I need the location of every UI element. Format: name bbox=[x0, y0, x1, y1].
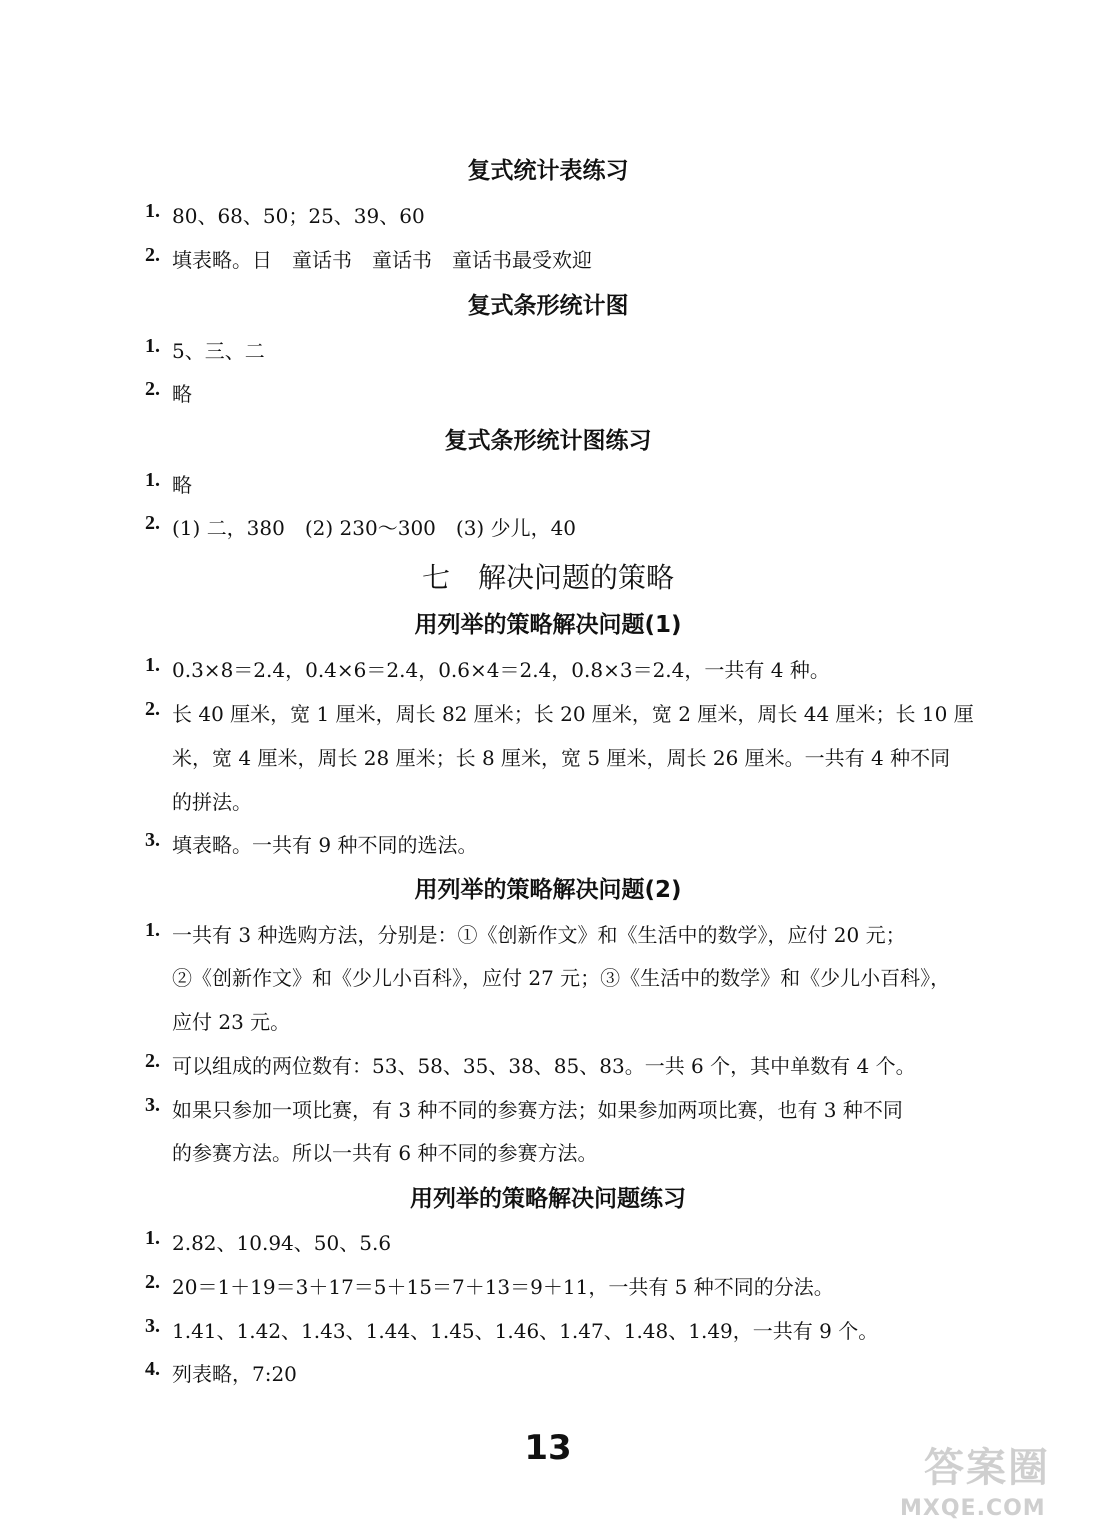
item-number: 3. bbox=[145, 1315, 160, 1337]
item-number: 1. bbox=[145, 469, 160, 491]
section-title-6: 用列举的策略解决问题练习 bbox=[410, 1186, 686, 1212]
item-text: 80、68、50；25、39、60 bbox=[172, 204, 425, 228]
watermark-top: 答案圈 bbox=[924, 1445, 1050, 1491]
item-text: 长 40 厘米，宽 1 厘米，周长 82 厘米；长 20 厘米，宽 2 厘米，周长 44 厘米；长 10 厘 bbox=[172, 702, 974, 726]
item-text: 如果只参加一项比赛，有 3 种不同的参赛方法；如果参加两项比赛，也有 3 种不同 bbox=[172, 1098, 903, 1122]
item-number: 2. bbox=[145, 244, 160, 266]
item-number: 3. bbox=[145, 829, 160, 851]
item-text: (1) 二，380 (2) 230～300 (3) 少儿，40 bbox=[172, 516, 577, 540]
chapter-title: 七 解决问题的策略 bbox=[421, 561, 674, 594]
item-number: 2. bbox=[145, 698, 160, 720]
item-number: 2. bbox=[145, 1050, 160, 1072]
section-title-3: 复式条形统计图练习 bbox=[444, 428, 652, 454]
item-text: 的拼法。 bbox=[172, 790, 252, 814]
page-number: 13 bbox=[524, 1428, 572, 1468]
item-number: 2. bbox=[145, 1271, 160, 1293]
item-text: 2.82、10.94、50、5.6 bbox=[172, 1231, 392, 1255]
section-title-4: 用列举的策略解决问题(1) bbox=[414, 612, 682, 638]
item-number: 1. bbox=[145, 200, 160, 222]
item-text: 5、三、二 bbox=[172, 339, 265, 363]
item-text: 米，宽 4 厘米，周长 28 厘米；长 8 厘米，宽 5 厘米，周长 26 厘米。一共有 4 种不同 bbox=[172, 746, 951, 770]
item-text: 略 bbox=[172, 382, 192, 406]
item-number: 1. bbox=[145, 654, 160, 676]
item-text: 略 bbox=[172, 473, 192, 497]
item-number: 4. bbox=[145, 1358, 160, 1380]
item-text: 0.3×8＝2.4，0.4×6＝2.4，0.6×4＝2.4，0.8×3＝2.4，一共有 4 种。 bbox=[172, 658, 830, 682]
watermark-bottom: MXQE.COM bbox=[900, 1496, 1046, 1521]
item-number: 3. bbox=[145, 1094, 160, 1116]
watermark-logo bbox=[900, 1436, 1090, 1528]
item-number: 1. bbox=[145, 919, 160, 941]
item-text: 可以组成的两位数有：53、58、35、38、85、83。一共 6 个，其中单数有 4 个。 bbox=[172, 1054, 916, 1078]
item-text: 填表略。日 童话书 童话书 童话书最受欢迎 bbox=[172, 248, 592, 272]
item-text: 应付 23 元。 bbox=[172, 1010, 291, 1034]
item-text: 一共有 3 种选购方法，分别是：①《创新作文》和《生活中的数学》，应付 20 元； bbox=[172, 923, 906, 947]
item-text: 20＝1＋19＝3＋17＝5＋15＝7＋13＝9＋11，一共有 5 种不同的分法。 bbox=[172, 1275, 834, 1299]
item-text: 列表略，7:20 bbox=[172, 1362, 297, 1386]
section-title-2: 复式条形统计图 bbox=[467, 293, 629, 319]
item-number: 2. bbox=[145, 512, 160, 534]
item-number: 1. bbox=[145, 335, 160, 357]
item-text: 填表略。一共有 9 种不同的选法。 bbox=[172, 833, 478, 857]
section-title-1: 复式统计表练习 bbox=[467, 158, 629, 184]
item-number: 1. bbox=[145, 1227, 160, 1249]
item-text: ②《创新作文》和《少儿小百科》，应付 27 元；③《生活中的数学》和《少儿小百科》， bbox=[172, 966, 951, 990]
item-text: 的参赛方法。所以一共有 6 种不同的参赛方法。 bbox=[172, 1141, 598, 1165]
item-text: 1.41、1.42、1.43、1.44、1.45、1.46、1.47、1.48、1.49，一共有 9 个。 bbox=[172, 1319, 879, 1343]
item-number: 2. bbox=[145, 378, 160, 400]
section-title-5: 用列举的策略解决问题(2) bbox=[414, 877, 682, 903]
